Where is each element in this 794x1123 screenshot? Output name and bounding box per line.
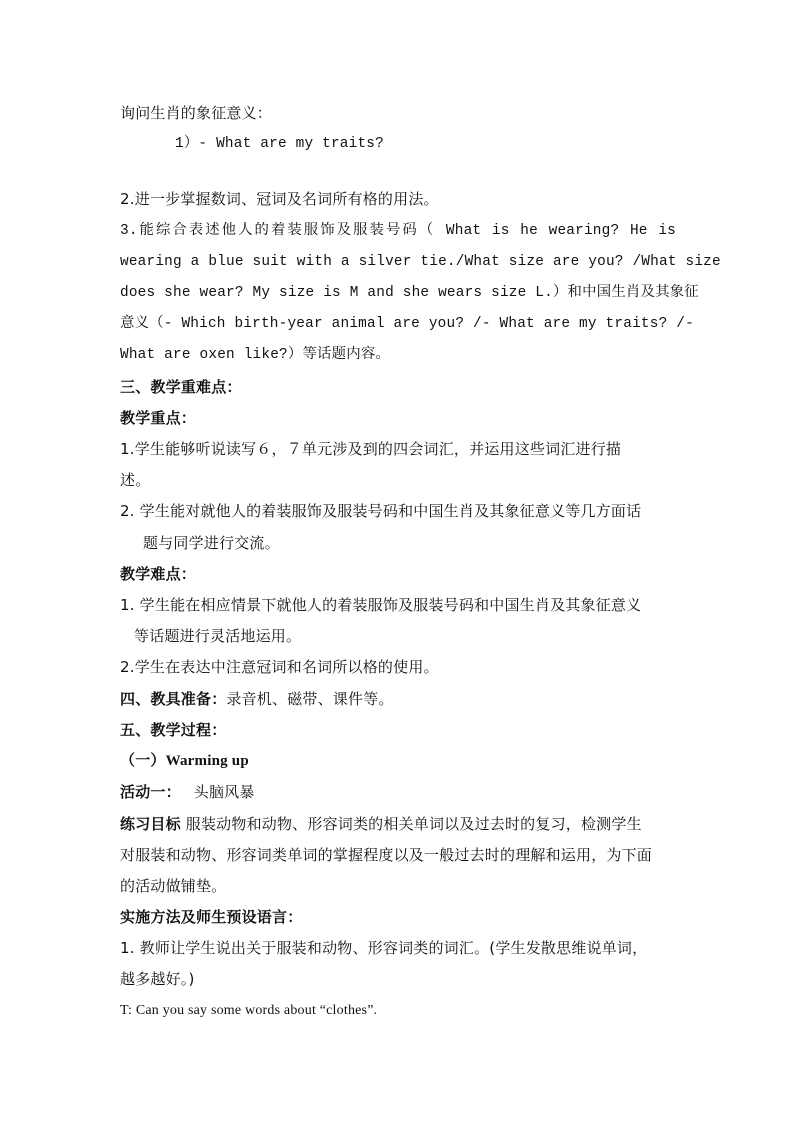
text-line: 2.学生在表达中注意冠词和名词所以格的使用。 — [120, 658, 439, 676]
text-line: 询问生肖的象征意义： — [120, 104, 273, 122]
text-line — [120, 782, 255, 802]
subsection-heading: 教学重点： — [120, 409, 197, 427]
inline-text: 录音机、磁带、课件等。 — [226, 690, 394, 708]
inline-text: 头脑风暴 — [193, 783, 255, 801]
subsection-heading: （一）Warming up — [120, 753, 249, 769]
section-heading: 五、教学过程： — [120, 721, 227, 739]
text-line — [120, 689, 394, 709]
text-line: 意义（- Which birth-year animal are you? /- What are my traits? /- — [120, 316, 694, 332]
text-line: does she wear? My size is M and she wears size L.）和中国生肖及其象征 — [120, 285, 699, 301]
text-line: What are oxen like?）等话题内容。 — [120, 347, 391, 363]
inline-text: 服装动物和动物、形容词类的相关单词以及过去时的复习，检测学生 — [180, 815, 642, 833]
subsection-heading: 教学难点： — [120, 565, 197, 583]
text-line: 述。 — [120, 471, 151, 489]
text-line: 1）- What are my traits? — [175, 136, 384, 152]
text-line: 1. 教师让学生说出关于服装和动物、形容词类的词汇。(学生发散思维说单词， — [120, 939, 648, 957]
section-heading: 四、教具准备： — [120, 690, 227, 708]
text-line: 等话题进行灵活地运用。 — [134, 627, 302, 645]
text-line: 3.能综合表述他人的着装服饰及服装号码（ What is he wearing? He is — [120, 223, 676, 239]
text-line: 2.进一步掌握数词、冠词及名词所有格的用法。 — [120, 190, 439, 208]
text-line: 题与同学进行交流。 — [143, 534, 280, 552]
text-line: wearing a blue suit with a silver tie./What size are you? /What size — [120, 254, 721, 270]
subsection-heading: 实施方法及师生预设语言： — [120, 908, 303, 926]
text-line: 越多越好。) — [120, 970, 195, 988]
text-line: 1. 学生能在相应情景下就他人的着装服饰及服装号码和中国生肖及其象征意义 — [120, 596, 642, 614]
text-line: T: Can you say some words about “clothes”. — [120, 1003, 378, 1018]
text-line: 1.学生能够听说读写６，７单元涉及到的四会词汇，并运用这些词汇进行描 — [120, 440, 622, 458]
activity-label: 活动一： — [120, 783, 181, 801]
text-line — [120, 814, 642, 834]
text-line: 2. 学生能对就他人的着装服饰及服装号码和中国生肖及其象征意义等几方面话 — [120, 502, 642, 520]
text-line: 对服装和动物、形容词类单词的掌握程度以及一般过去时的理解和运用，为下面 — [120, 846, 653, 864]
goal-label: 练习目标 — [120, 815, 181, 833]
section-heading: 三、教学重难点： — [120, 378, 242, 396]
text-line: 的活动做铺垫。 — [120, 877, 227, 895]
